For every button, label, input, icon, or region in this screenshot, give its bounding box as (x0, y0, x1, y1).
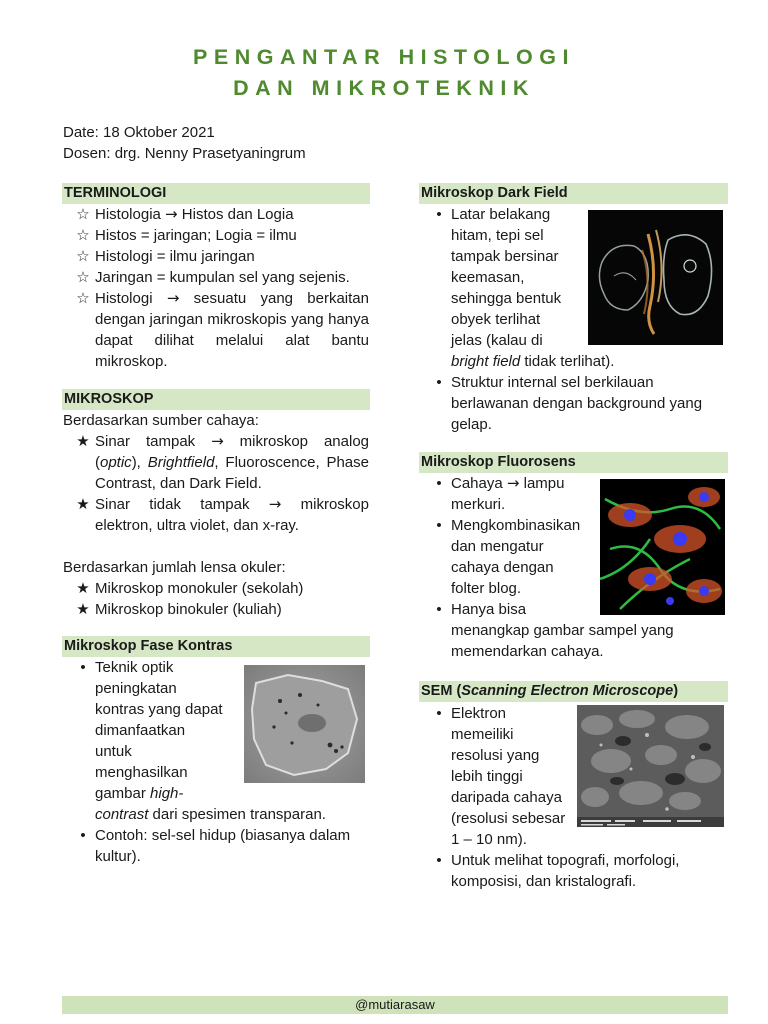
filled-star-icon: ★ (76, 601, 90, 618)
mikroskop-list-2 (63, 578, 369, 620)
list-item: ☆ Histologi → sesuatu yang berkaitan dengan jaringan mikroskopis yang hanya dapat dilihat melalui alat bantu mikroskop. (63, 288, 369, 372)
list-item: • Latar belakang hitam, tepi sel tampak bersinar keemasan, sehingga bentuk obyek terlihat jelas (kalau di bright field tidak terlihat). (419, 204, 728, 372)
list-item: • Contoh: sel-sel hidup (biasanya dalam kultur). (63, 825, 369, 867)
dot-icon: • (436, 852, 442, 869)
list-item: • Elektron memeiliki resolusi yang lebih tinggi daripada cahaya (resolusi sebesar 1 – 10 nm). (419, 703, 728, 850)
arrow-right-icon: → (211, 432, 224, 450)
sem-header: SEM (Scanning Electron Microscope) (419, 681, 728, 702)
sem-list (419, 703, 728, 892)
outline-star-icon: ☆ (76, 227, 90, 244)
filled-star-icon: ★ (76, 496, 90, 513)
dot-icon: • (436, 206, 442, 223)
list-item: ★ Sinar tampak → mikroskop analog (optic), Brightfield, Fluoroscence, Phase Contrast, dan Dark Field. (63, 431, 369, 494)
terminologi-list (63, 204, 369, 372)
list-item: ★ Mikroskop binokuler (kuliah) (63, 599, 369, 620)
title-line-2: DAN MIKROTEKNIK (233, 76, 535, 100)
dark-field-list (419, 204, 728, 435)
terminologi-section (63, 204, 369, 372)
list-item: • Struktur internal sel berkilauan berlawanan dengan background yang gelap. (419, 372, 728, 435)
fase-kontras-header: Mikroskop Fase Kontras (62, 636, 370, 657)
outline-star-icon: ☆ (76, 290, 90, 307)
terminologi-header: TERMINOLOGI (62, 183, 370, 204)
list-item: • Mengkombinasikan dan mengatur cahaya dengan folter blog. (419, 515, 728, 599)
list-item: ★ Sinar tidak tampak → mikroskop elektron, ultra violet, dan x-ray. (63, 494, 369, 536)
arrow-right-icon: → (165, 205, 178, 223)
page-title (0, 42, 768, 104)
dot-icon: • (80, 659, 86, 676)
list-item: ☆ Histos = jaringan; Logia = ilmu (63, 225, 369, 246)
arrow-right-icon: → (506, 474, 520, 492)
outline-star-icon: ☆ (76, 248, 90, 265)
dark-field-header: Mikroskop Dark Field (419, 183, 728, 204)
mikroskop-header: MIKROSKOP (62, 389, 370, 410)
date-text: Date: 18 Oktober 2021 (63, 124, 215, 141)
arrow-right-icon: → (166, 289, 180, 307)
fluorosens-list (419, 473, 728, 662)
list-item: • Hanya bisa menangkap gambar sampel yang memendarkan cahaya. (419, 599, 728, 662)
list-item: • Untuk melihat topografi, morfologi, komposisi, dan kristalografi. (419, 850, 728, 892)
outline-star-icon: ☆ (76, 269, 90, 286)
footer-bar (62, 996, 728, 1014)
arrow-right-icon: → (268, 495, 282, 513)
title-line-1: PENGANTAR HISTOLOGI (193, 45, 575, 69)
fluorosens-section (419, 473, 728, 662)
lecturer-text: Dosen: drg. Nenny Prasetyaningrum (63, 145, 306, 162)
list-item: ☆ Jaringan = kumpulan sel yang sejenis. (63, 267, 369, 288)
fase-kontras-section (63, 657, 369, 867)
filled-star-icon: ★ (76, 433, 90, 450)
filled-star-icon: ★ (76, 580, 90, 597)
dot-icon: • (436, 517, 442, 534)
dot-icon: • (436, 601, 442, 618)
list-item: ★ Mikroskop monokuler (sekolah) (63, 578, 369, 599)
dot-icon: • (436, 705, 442, 722)
list-item: ☆ Histologi = ilmu jaringan (63, 246, 369, 267)
mikroskop-intro-1: Berdasarkan sumber cahaya: (63, 412, 259, 429)
dot-icon: • (436, 475, 442, 492)
list-item: • Cahaya → lampu merkuri. (419, 473, 728, 515)
list-item: ☆ Histologia → Histos dan Logia (63, 204, 369, 225)
dark-field-section (419, 204, 728, 435)
footer-handle: @mutiarasaw (355, 997, 435, 1012)
mikroskop-list-1 (63, 431, 369, 536)
dot-icon: • (80, 827, 86, 844)
fase-kontras-list (63, 657, 369, 867)
outline-star-icon: ☆ (76, 206, 90, 223)
mikroskop-section (63, 410, 369, 620)
sem-section (419, 703, 728, 892)
dot-icon: • (436, 374, 442, 391)
fluorosens-header: Mikroskop Fluorosens (419, 452, 728, 473)
mikroskop-intro-2: Berdasarkan jumlah lensa okuler: (63, 559, 286, 576)
list-item: • Teknik optik peningkatan kontras yang dapat dimanfaatkan untuk menghasilkan gambar high- contrast dari spesimen transparan. (63, 657, 369, 825)
document-meta (63, 122, 306, 164)
